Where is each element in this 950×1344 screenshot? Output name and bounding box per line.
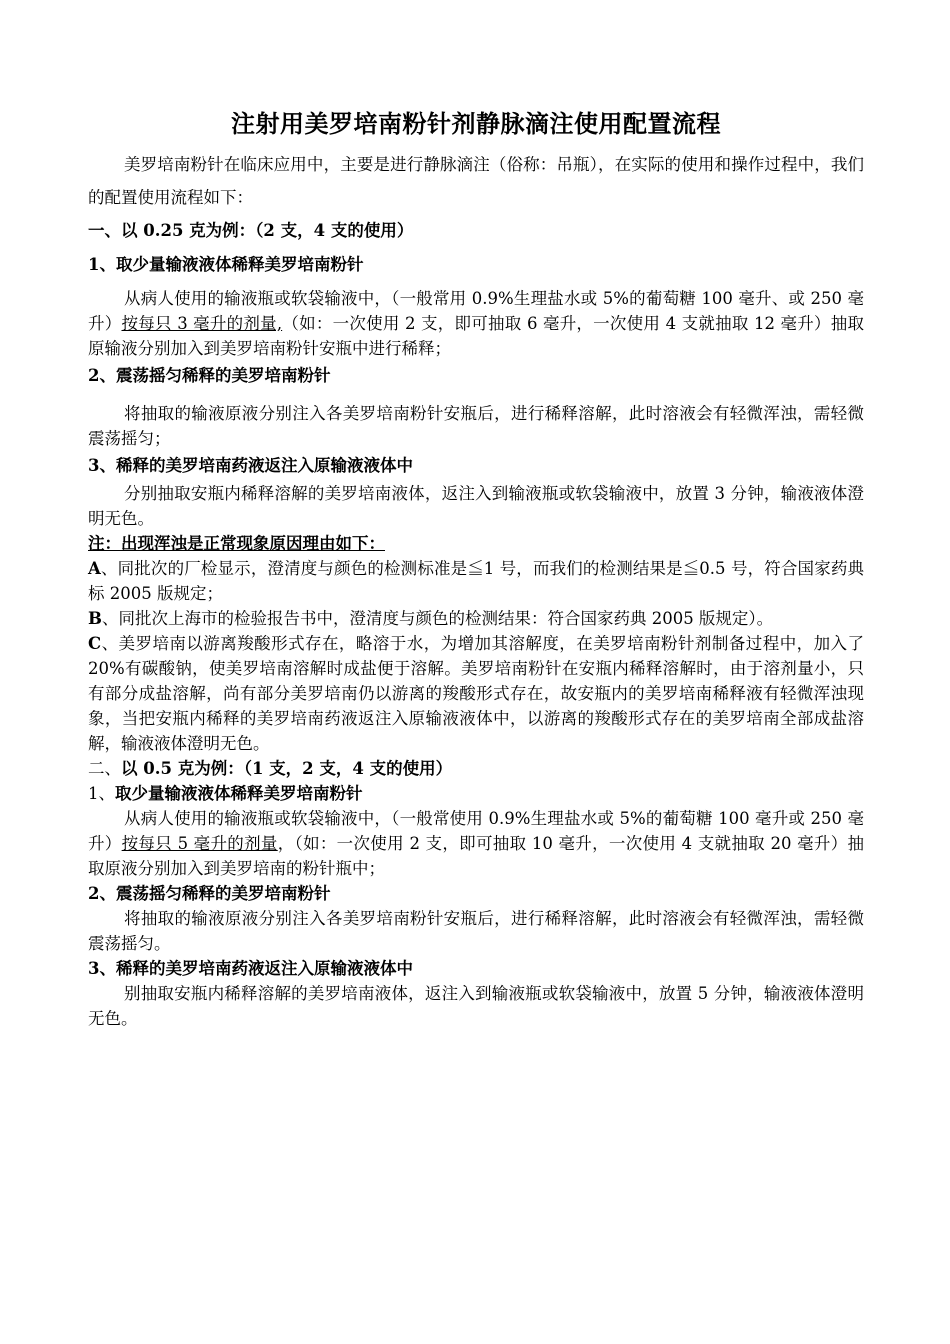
section2-heading-text: 以 0.5 克为例：（1 支，2 支，4 支的使用） (121, 759, 453, 778)
section1-step3-paragraph: 分别抽取安瓶内稀释溶解的美罗培南液体，返注入到输液瓶或软袋输液中，放置 3 分钟，输液液体澄明无色。 (88, 484, 864, 528)
section2-step3-paragraph: 别抽取安瓶内稀释溶解的美罗培南液体，返注入到输液瓶或软袋输液中，放置 5 分钟，输液液体澄明无色。 (88, 984, 864, 1028)
note-c-text: 、美罗培南以游离羧酸形式存在，略溶于水，为增加其溶解度，在美罗培南粉针剂制备过程中，加入了 20%有碳酸钠，使美罗培南溶解时成盐便于溶解。美罗培南粉针在安瓶内稀释溶解时，由于溶剂量小，只有部分成盐溶解，尚有部分美罗培南仍以游离的羧酸形式存在，故安瓶内的美罗培南稀释液有轻微浑浊现象，当把安瓶内稀释的美罗培南药液返注入原输液液体中，以游离的羧酸形式存在的美罗培南全部成盐溶解，输液液体澄明无色。 (88, 634, 864, 753)
section1-step1-text-post: （如：一次使用 2 支，即可抽取 6 毫升，一次使用 4 支就抽取 12 毫升）抽取原输液分别加入到美罗培南粉针安瓶中进行稀释； (88, 314, 865, 358)
section2-step1-text-pre: 从病人使用的输液瓶或软袋输液中，（一般常使用 0.9%生理盐水或 5%的葡萄糖 100 毫升或 250 毫升） (88, 809, 864, 853)
section2-step2-heading: 2、震荡摇匀稀释的美罗培南粉针 (88, 884, 331, 903)
note-c-label: C (88, 634, 102, 653)
section1-step1-dosage-underlined: 按每只 3 毫升的剂量, (121, 314, 283, 333)
section2-heading-prefix: 二、 (88, 759, 121, 778)
section1-step2-heading: 2、震荡摇匀稀释的美罗培南粉针 (88, 366, 331, 385)
section2-step1-heading-prefix: 1、 (88, 784, 115, 803)
section2-step1-paragraph (88, 806, 864, 881)
section2-heading (88, 756, 864, 781)
note-a-text: 、同批次的厂检显示，澄清度与颜色的检测标准是≦1 号，而我们的检测结果是≦0.5 号，符合国家药典标 2005 版规定； (88, 559, 864, 603)
intro-paragraph: 美罗培南粉针在临床应用中，主要是进行静脉滴注（俗称：吊瓶），在实际的使用和操作过程中，我们的配置使用流程如下： (88, 155, 864, 207)
section1-step1-paragraph (88, 286, 864, 361)
note-heading: 注：出现浑浊是正常现象原因理由如下： (88, 534, 385, 553)
note-item-c (88, 631, 864, 756)
section1-heading: 一、以 0.25 克为例：（2 支，4 支的使用） (88, 221, 414, 240)
section1-step3-heading: 3、稀释的美罗培南药液返注入原输液液体中 (88, 456, 413, 475)
section2-step3-heading: 3、稀释的美罗培南药液返注入原输液液体中 (88, 959, 413, 978)
section1-step1-heading: 1、取少量输液液体稀释美罗培南粉针 (88, 255, 364, 274)
section2-step1-dosage-underlined: 按每只 5 毫升的剂量 (121, 834, 278, 853)
section2-step2-paragraph: 将抽取的输液原液分别注入各美罗培南粉针安瓶后，进行稀释溶解，此时溶液会有轻微浑浊，需轻微震荡摇匀。 (88, 909, 864, 953)
note-item-a (88, 556, 864, 606)
section1-step2-paragraph: 将抽取的输液原液分别注入各美罗培南粉针安瓶后，进行稀释溶解，此时溶液会有轻微浑浊，需轻微震荡摇匀； (88, 404, 864, 448)
section2-step1-heading-text: 取少量输液液体稀释美罗培南粉针 (115, 784, 363, 803)
note-b-text: 、同批次上海市的检验报告书中，澄清度与颜色的检测结果：符合国家药典 2005 版规定）。 (101, 609, 774, 628)
section2-step1-text-post: ，（如：一次使用 2 支，即可抽取 10 毫升，一次使用 4 支就抽取 20 毫升）抽取原液分别加入到美罗培南的粉针瓶中； (88, 834, 864, 878)
note-item-b (88, 606, 864, 631)
section1-step1-text-pre: 从病人使用的输液瓶或软袋输液中，（一般常用 0.9%生理盐水或 5%的葡萄糖 100 毫升、或 250 毫升） (88, 289, 864, 333)
section2-step1-heading (88, 781, 864, 806)
note-b-label: B (88, 609, 102, 628)
note-a-label: A (88, 559, 101, 578)
document-title: 注射用美罗培南粉针剂静脉滴注使用配置流程 (231, 110, 721, 138)
